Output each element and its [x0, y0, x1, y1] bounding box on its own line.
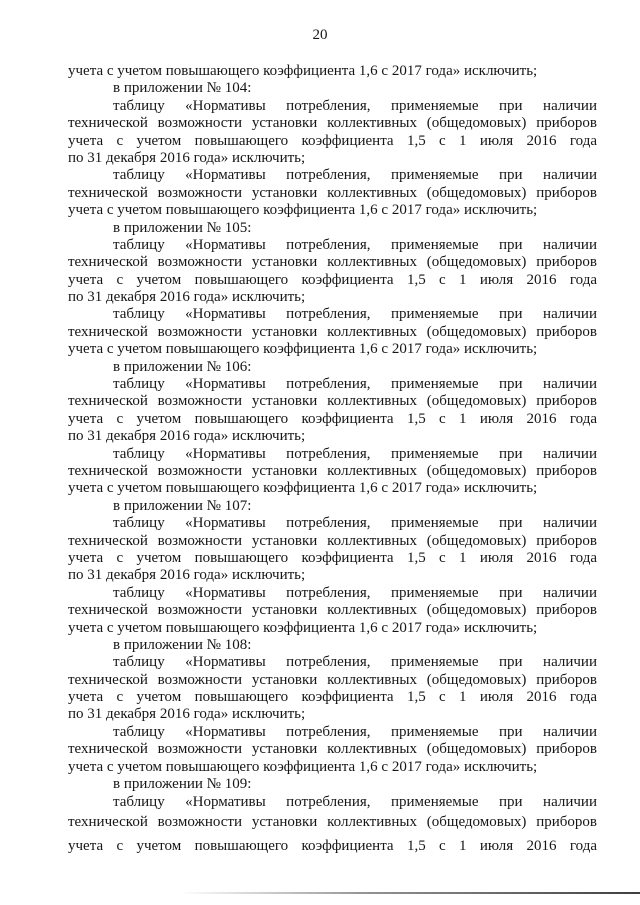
text-line: таблицу «Нормативы потребления, применяемые при наличии — [113, 723, 597, 740]
paragraph — [68, 237, 597, 307]
appendix-section — [68, 776, 597, 856]
document-body — [68, 63, 597, 856]
paragraph — [68, 654, 597, 724]
text-line: по 31 декабря 2016 года» исключить; — [68, 428, 306, 445]
text-line: учета с учетом повышающего коэффициента 1,6 с 2017 года» исключить; — [68, 480, 538, 497]
text-line: учета с учетом повышающего коэффициента 1,6 с 2017 года» исключить; — [68, 63, 538, 79]
text-line: по 31 декабря 2016 года» исключить; — [68, 149, 306, 166]
text-line: технической возможности установки коллективных (общедомовых) приборов — [68, 813, 597, 830]
appendix-heading: в приложении № 104: — [113, 80, 252, 97]
appendix-heading: в приложении № 105: — [113, 219, 252, 236]
text-line: технической возможности установки коллективных (общедомовых) приборов — [68, 462, 597, 479]
paragraph — [68, 98, 597, 168]
text-line: по 31 декабря 2016 года» исключить; — [68, 289, 306, 306]
text-line: учета с учетом повышающего коэффициента 1,5 с 1 июля 2016 года — [68, 410, 597, 427]
text-line: технической возможности установки коллективных (общедомовых) приборов — [68, 393, 597, 410]
appendix-heading: в приложении № 107: — [113, 497, 252, 514]
appendix-section — [68, 80, 597, 219]
text-line: учета с учетом повышающего коэффициента 1,6 с 2017 года» исключить; — [68, 619, 538, 636]
text-line: таблицу «Нормативы потребления, применяемые при наличии — [113, 376, 597, 393]
text-line: учета с учетом повышающего коэффициента 1,6 с 2017 года» исключить; — [68, 202, 538, 219]
text-line: по 31 декабря 2016 года» исключить; — [68, 706, 306, 723]
text-line: технической возможности установки коллективных (общедомовых) приборов — [68, 115, 597, 132]
text-line: таблицу «Нормативы потребления, применяемые при наличии — [113, 306, 597, 323]
text-line: учета с учетом повышающего коэффициента 1,6 с 2017 года» исключить; — [68, 758, 538, 775]
paragraph — [68, 376, 597, 446]
text-line: учета с учетом повышающего коэффициента 1,5 с 1 июля 2016 года — [68, 549, 597, 566]
text-line: технической возможности установки коллективных (общедомовых) приборов — [68, 184, 597, 201]
appendix-heading: в приложении № 106: — [113, 358, 252, 375]
paragraph — [68, 446, 597, 498]
text-line: таблицу «Нормативы потребления, применяемые при наличии — [113, 445, 597, 462]
text-line: технической возможности установки коллективных (общедомовых) приборов — [68, 741, 597, 758]
page-number: 20 — [312, 27, 328, 43]
text-line: учета с учетом повышающего коэффициента 1,6 с 2017 года» исключить; — [68, 341, 538, 358]
paragraph — [68, 794, 597, 855]
text-line: по 31 декабря 2016 года» исключить; — [68, 567, 306, 584]
text-line: таблицу «Нормативы потребления, применяемые при наличии — [113, 236, 597, 253]
scan-edge-line — [180, 892, 640, 894]
appendix-section — [68, 637, 597, 776]
text-line: учета с учетом повышающего коэффициента 1,5 с 1 июля 2016 года — [68, 838, 597, 855]
text-line: технической возможности установки коллективных (общедомовых) приборов — [68, 532, 597, 549]
text-line: учета с учетом повышающего коэффициента 1,5 с 1 июля 2016 года — [68, 132, 597, 149]
paragraph — [68, 515, 597, 585]
text-line: учета с учетом повышающего коэффициента 1,5 с 1 июля 2016 года — [68, 271, 597, 288]
appendix-section — [68, 498, 597, 637]
appendix-heading: в приложении № 109: — [113, 776, 252, 793]
paragraph — [68, 167, 597, 219]
text-line: технической возможности установки коллективных (общедомовых) приборов — [68, 254, 597, 271]
paragraph — [68, 306, 597, 358]
text-line: учета с учетом повышающего коэффициента 1,5 с 1 июля 2016 года — [68, 689, 597, 706]
text-line: технической возможности установки коллективных (общедомовых) приборов — [68, 323, 597, 340]
paragraph — [68, 585, 597, 637]
text-line: таблицу «Нормативы потребления, применяемые при наличии — [113, 167, 597, 184]
paragraph — [68, 724, 597, 776]
text-line: таблицу «Нормативы потребления, применяемые при наличии — [113, 794, 597, 811]
appendix-section — [68, 359, 597, 498]
text-line: технической возможности установки коллективных (общедомовых) приборов — [68, 602, 597, 619]
text-line: таблицу «Нормативы потребления, применяемые при наличии — [113, 515, 597, 532]
appendix-heading: в приложении № 108: — [113, 636, 252, 653]
text-line: таблицу «Нормативы потребления, применяемые при наличии — [113, 97, 597, 114]
text-line: таблицу «Нормативы потребления, применяемые при наличии — [113, 654, 597, 671]
appendix-section — [68, 220, 597, 359]
text-line: технической возможности установки коллективных (общедомовых) приборов — [68, 671, 597, 688]
text-line: таблицу «Нормативы потребления, применяемые при наличии — [113, 584, 597, 601]
